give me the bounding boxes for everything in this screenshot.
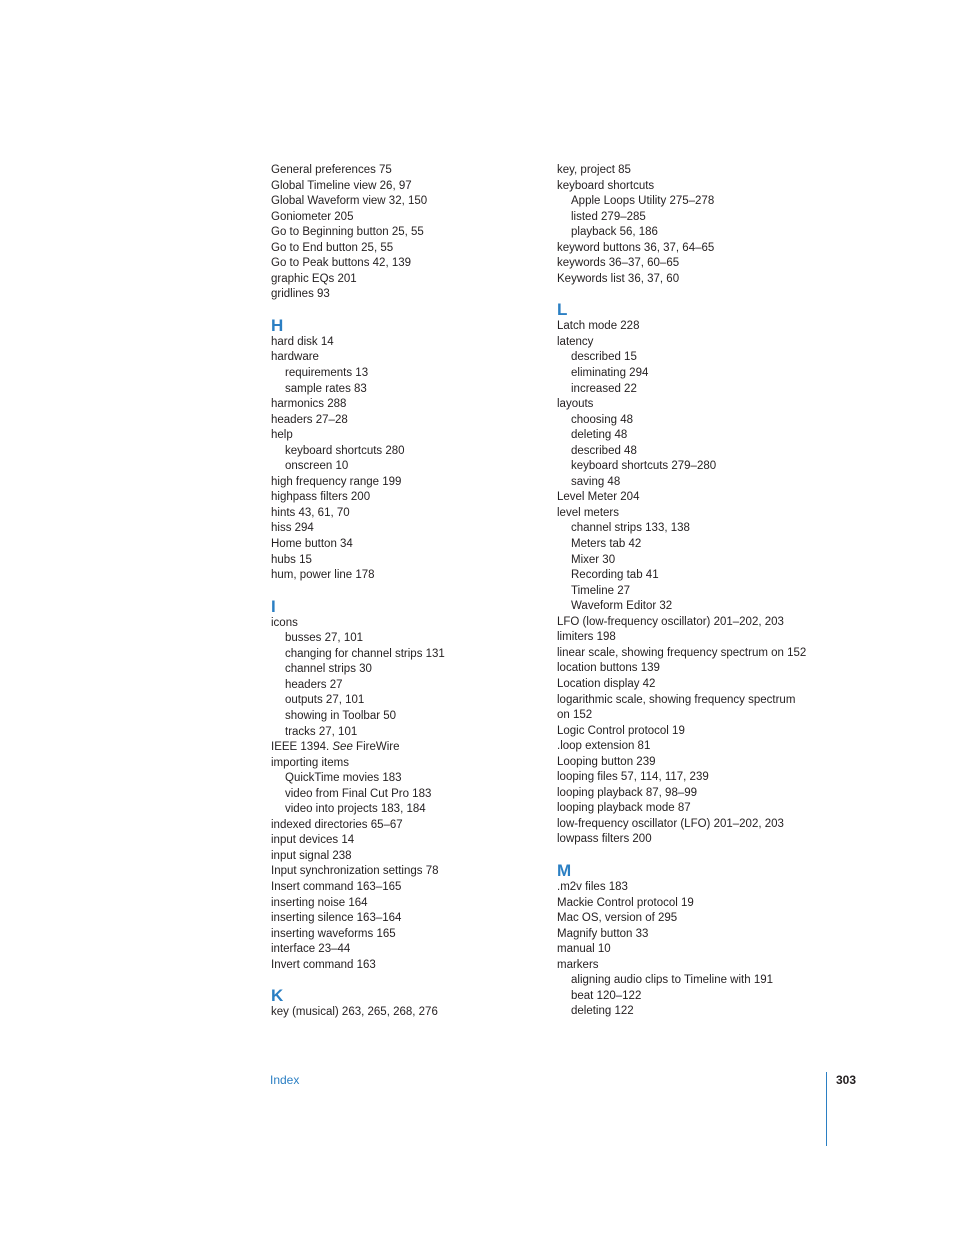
index-column-right <box>557 163 827 1020</box>
index-subentry: sample rates 83 <box>285 382 367 395</box>
entry-text: IEEE 1394. <box>271 741 333 754</box>
index-subentry: showing in Toolbar 50 <box>285 709 397 722</box>
index-subentry: outputs 27, 101 <box>285 694 365 707</box>
index-subentry: requirements 13 <box>285 367 369 380</box>
index-subentry: Recording tab 41 <box>571 569 659 582</box>
index-entry: low-frequency oscillator (LFO) 201–202, 203 <box>557 817 784 830</box>
index-entry: Go to Beginning button 25, 55 <box>271 226 424 239</box>
index-subentry: playback 56, 186 <box>571 226 658 239</box>
index-subentry: onscreen 10 <box>285 460 349 473</box>
index-entry: General preferences 75 <box>271 164 392 176</box>
index-entry: location buttons 139 <box>557 662 660 675</box>
index-subentry: video from Final Cut Pro 183 <box>285 787 432 800</box>
index-entry: .m2v files 183 <box>557 880 628 893</box>
index-entry: keyword buttons 36, 37, 64–65 <box>557 241 715 254</box>
index-letter-heading: H <box>271 315 284 335</box>
index-subentry: listed 279–285 <box>571 210 646 223</box>
index-entry: graphic EQs 201 <box>271 272 357 285</box>
index-subentry: Meters tab 42 <box>571 538 642 551</box>
index-entry: high frequency range 199 <box>271 475 402 488</box>
index-entry: key, project 85 <box>557 164 631 176</box>
index-entry: hardware <box>271 351 319 364</box>
footer-divider <box>826 1072 827 1146</box>
index-entry: layouts <box>557 398 594 411</box>
index-letter-heading: M <box>557 860 572 880</box>
index-entry: inserting waveforms 165 <box>271 927 396 940</box>
index-entry: Level Meter 204 <box>557 491 640 504</box>
index-entry: looping playback 87, 98–99 <box>557 786 698 799</box>
index-entry: lowpass filters 200 <box>557 833 652 846</box>
index-entry: looping files 57, 114, 117, 239 <box>557 771 709 784</box>
index-subentry: Mixer 30 <box>571 553 616 566</box>
index-subentry: QuickTime movies 183 <box>285 772 402 785</box>
index-subentry: choosing 48 <box>571 413 634 426</box>
index-entry: harmonics 288 <box>271 398 347 411</box>
index-entry: hard disk 14 <box>271 335 334 348</box>
index-entry: gridlines 93 <box>271 288 330 301</box>
index-entry: Go to Peak buttons 42, 139 <box>271 257 412 270</box>
index-subentry: headers 27 <box>285 678 343 691</box>
index-entry: help <box>271 429 293 442</box>
index-subentry: aligning audio clips to Timeline with 191 <box>571 974 774 987</box>
index-entry: indexed directories 65–67 <box>271 818 403 831</box>
index-entry: icons <box>271 616 298 629</box>
index-entry: input devices 14 <box>271 834 355 847</box>
index-entry: Go to End button 25, 55 <box>271 241 394 254</box>
index-entry: highpass filters 200 <box>271 491 371 504</box>
index-entry: inserting silence 163–164 <box>271 912 402 925</box>
index-entry: hints 43, 61, 70 <box>271 506 350 519</box>
index-entry: Insert command 163–165 <box>271 880 402 893</box>
index-subentry: eliminating 294 <box>571 367 649 380</box>
index-entry: Magnify button 33 <box>557 927 649 940</box>
index-entry: Input synchronization settings 78 <box>271 865 439 878</box>
footer-section-label: Index <box>270 1073 300 1087</box>
index-subentry: deleting 48 <box>571 429 628 442</box>
index-entry: Goniometer 205 <box>271 210 354 223</box>
index-entry: Invert command 163 <box>271 958 376 971</box>
index-entry: keywords 36–37, 60–65 <box>557 257 680 270</box>
index-entry: headers 27–28 <box>271 413 348 426</box>
index-subentry: increased 22 <box>571 382 637 395</box>
see-reference: See <box>332 741 353 754</box>
index-entry: on 152 <box>557 709 593 722</box>
index-entry: hum, power line 178 <box>271 569 375 582</box>
index-entry: logarithmic scale, showing frequency spectrum <box>557 693 796 706</box>
index-entry: linear scale, showing frequency spectrum on 152 <box>557 646 807 659</box>
index-entry: input signal 238 <box>271 849 352 862</box>
index-entry: importing items <box>271 756 349 769</box>
index-subentry: beat 120–122 <box>571 989 642 1002</box>
index-entry: Global Timeline view 26, 97 <box>271 179 412 192</box>
index-letter-heading: L <box>557 300 568 320</box>
index-subentry: Waveform Editor 32 <box>571 600 673 613</box>
index-subentry: changing for channel strips 131 <box>285 647 445 660</box>
index-entry: inserting noise 164 <box>271 896 368 909</box>
index-entry: hubs 15 <box>271 553 312 566</box>
index-subentry: busses 27, 101 <box>285 632 364 645</box>
index-subentry: saving 48 <box>571 475 621 488</box>
index-entry: key (musical) 263, 265, 268, 276 <box>271 1006 438 1019</box>
index-entry: Keywords list 36, 37, 60 <box>557 272 680 285</box>
index-entry: manual 10 <box>557 943 611 956</box>
index-entry: Looping button 239 <box>557 755 656 768</box>
index-entry: hiss 294 <box>271 522 314 535</box>
index-column-left <box>271 163 543 1021</box>
index-subentry: Apple Loops Utility 275–278 <box>571 195 715 208</box>
index-entry: keyboard shortcuts <box>557 179 655 192</box>
index-entry: level meters <box>557 506 619 519</box>
index-entry: Global Waveform view 32, 150 <box>271 195 428 208</box>
index-entry: Home button 34 <box>271 538 353 551</box>
index-subentry: described 48 <box>571 444 637 457</box>
index-entry: Latch mode 228 <box>557 320 640 333</box>
index-entry: looping playback mode 87 <box>557 802 691 815</box>
see-target: FireWire <box>352 741 400 754</box>
index-entry: .loop extension 81 <box>557 740 651 753</box>
index-entry: Mackie Control protocol 19 <box>557 896 694 909</box>
index-subentry: channel strips 133, 138 <box>571 522 690 535</box>
index-letter-heading: I <box>271 596 276 616</box>
index-entry: latency <box>557 335 594 348</box>
index-entry: markers <box>557 958 599 971</box>
index-subentry: video into projects 183, 184 <box>285 803 426 816</box>
index-entry <box>271 740 543 756</box>
index-letter-heading: K <box>271 986 284 1006</box>
index-subentry: keyboard shortcuts 279–280 <box>571 460 717 473</box>
page-number: 303 <box>836 1073 857 1087</box>
index-entry: Location display 42 <box>557 677 656 690</box>
index-subentry: tracks 27, 101 <box>285 725 358 738</box>
index-entry: interface 23–44 <box>271 943 351 956</box>
index-entry: Mac OS, version of 295 <box>557 912 678 925</box>
index-entry: Logic Control protocol 19 <box>557 724 685 737</box>
index-subentry: deleting 122 <box>571 1005 634 1018</box>
index-subentry: keyboard shortcuts 280 <box>285 444 405 457</box>
index-entry: limiters 198 <box>557 631 616 644</box>
index-subentry: channel strips 30 <box>285 663 372 676</box>
index-subentry: Timeline 27 <box>571 584 631 597</box>
index-entry: LFO (low-frequency oscillator) 201–202, 203 <box>557 615 784 628</box>
index-subentry: described 15 <box>571 351 637 364</box>
